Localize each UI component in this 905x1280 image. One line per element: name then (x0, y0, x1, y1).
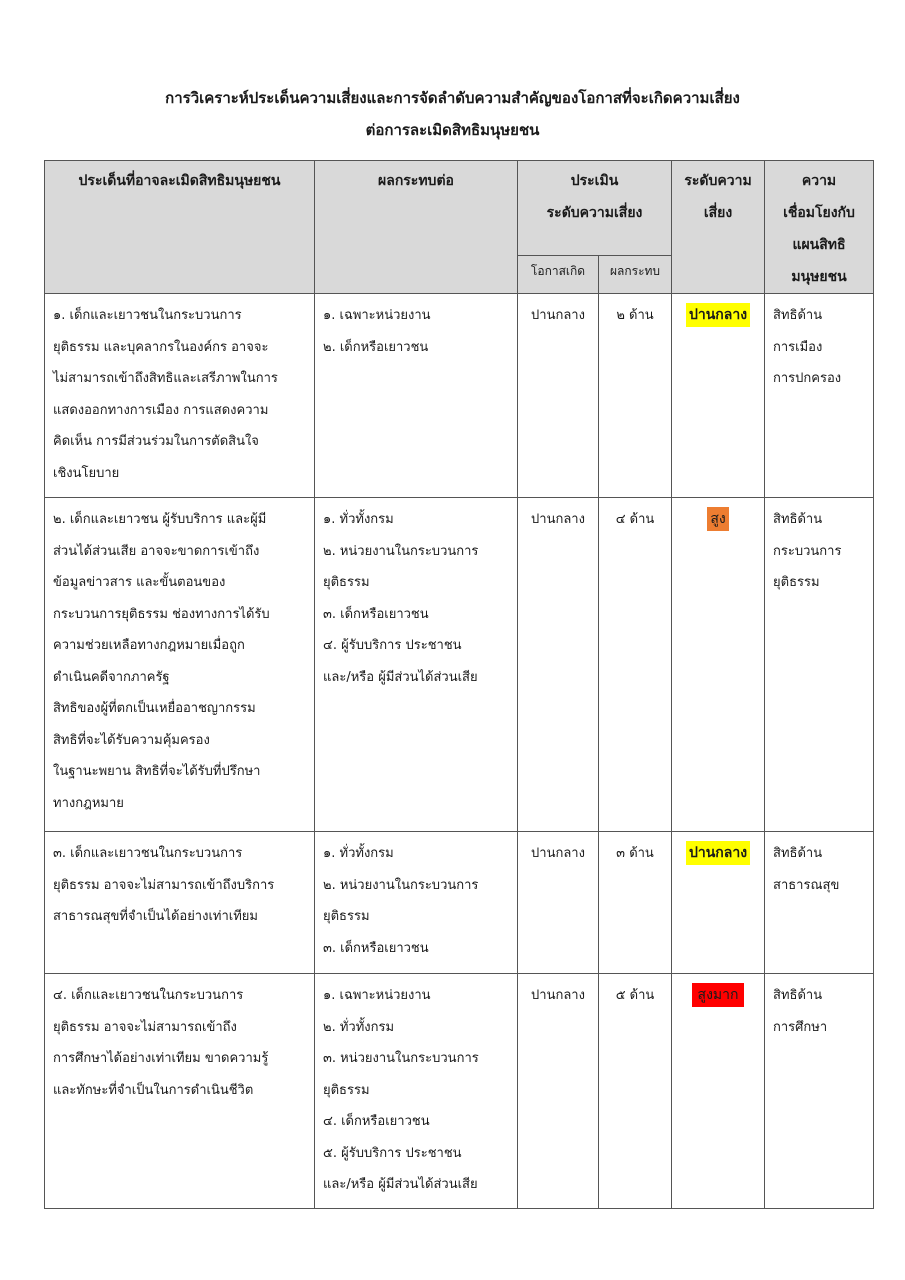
risk-level-badge: ปานกลาง (686, 303, 750, 327)
document-title-line2: ต่อการละเมิดสิทธิมนุษยชน (365, 121, 540, 139)
header-impact: ผลกระทบต่อ (315, 161, 518, 294)
table-row (45, 832, 874, 974)
effect-cell: ๔ ด้าน (599, 498, 672, 832)
impact-cell: ๑. เฉพาะหน่วยงาน ๒. ทั่วทั้งกรม ๓. หน่วยงานในกระบวนการ ยุติธรรม ๔. เด็กหรือเยาวชน ๕. ผู้รับบริการ ประชาชน และ/หรือ ผู้มีส่วนได้ส่วนเสีย (315, 974, 518, 1209)
likelihood-cell: ปานกลาง (518, 294, 599, 498)
header-link: ความ เชื่อมโยงกับ แผนสิทธิ มนุษยชน (765, 161, 874, 294)
issue-cell: ๑. เด็กและเยาวชนในกระบวนการ ยุติธรรม และบุคลากรในองค์กร อาจจะ ไม่สามารถเข้าถึงสิทธิและเสรีภาพในการ แสดงออกทางการเมือง การแสดงความ คิดเห็น การมีส่วนร่วมในการตัดสินใจ เชิงนโยบาย (45, 294, 315, 498)
risk-analysis-table (44, 160, 874, 1209)
likelihood-cell: ปานกลาง (518, 498, 599, 832)
level-cell (672, 294, 765, 498)
issue-cell: ๓. เด็กและเยาวชนในกระบวนการ ยุติธรรม อาจจะไม่สามารถเข้าถึงบริการ สาธารณสุขที่จำเป็นได้อย่างเท่าเทียม (45, 832, 315, 974)
impact-cell: ๑. ทั่วทั้งกรม ๒. หน่วยงานในกระบวนการ ยุติธรรม ๓. เด็กหรือเยาวชน (315, 832, 518, 974)
link-cell: สิทธิด้าน การศึกษา (765, 974, 874, 1209)
likelihood-cell: ปานกลาง (518, 974, 599, 1209)
likelihood-cell: ปานกลาง (518, 832, 599, 974)
risk-level-badge: สูง (707, 507, 728, 531)
link-cell: สิทธิด้าน การเมือง การปกครอง (765, 294, 874, 498)
level-cell (672, 498, 765, 832)
issue-cell: ๒. เด็กและเยาวชน ผู้รับบริการ และผู้มี ส่วนได้ส่วนเสีย อาจจะขาดการเข้าถึง ข้อมูลข่าวสาร และขั้นตอนของ กระบวนการยุติธรรม ช่องทางการได้รับ ความช่วยเหลือทางกฎหมายเมื่อถูก ดำเนินคดีจากภาครัฐ สิทธิของผู้ที่ตกเป็นเหยื่ออาชญากรรม สิทธิที่จะได้รับความคุ้มครอง ในฐานะพยาน สิทธิที่จะได้รับที่ปรึกษา ทางกฎหมาย (45, 498, 315, 832)
document-title-line1: การวิเคราะห์ประเด็นความเสี่ยงและการจัดลำดับความสำคัญของโอกาสที่จะเกิดความเสี่ยง (165, 89, 740, 107)
impact-cell: ๑. ทั่วทั้งกรม ๒. หน่วยงานในกระบวนการ ยุติธรรม ๓. เด็กหรือเยาวชน ๔. ผู้รับบริการ ประชาชน และ/หรือ ผู้มีส่วนได้ส่วนเสีย (315, 498, 518, 832)
table-row (45, 974, 874, 1209)
effect-cell: ๕ ด้าน (599, 974, 672, 1209)
risk-level-badge: ปานกลาง (686, 841, 750, 865)
link-cell: สิทธิด้าน กระบวนการ ยุติธรรม (765, 498, 874, 832)
header-issue: ประเด็นที่อาจละเมิดสิทธิมนุษยชน (45, 161, 315, 294)
header-assess: ประเมิน ระดับความเสี่ยง (518, 161, 672, 256)
header-effect: ผลกระทบ (599, 255, 672, 293)
link-cell: สิทธิด้าน สาธารณสุข (765, 832, 874, 974)
effect-cell: ๒ ด้าน (599, 294, 672, 498)
header-level: ระดับความ เสี่ยง (672, 161, 765, 294)
issue-cell: ๔. เด็กและเยาวชนในกระบวนการ ยุติธรรม อาจจะไม่สามารถเข้าถึง การศึกษาได้อย่างเท่าเทียม ขาดความรู้ และทักษะที่จำเป็นในการดำเนินชีวิต (45, 974, 315, 1209)
risk-level-badge: สูงมาก (692, 983, 745, 1007)
level-cell (672, 974, 765, 1209)
header-likelihood: โอกาสเกิด (518, 255, 599, 293)
level-cell (672, 832, 765, 974)
effect-cell: ๓ ด้าน (599, 832, 672, 974)
impact-cell: ๑. เฉพาะหน่วยงาน ๒. เด็กหรือเยาวชน (315, 294, 518, 498)
table-row (45, 294, 874, 498)
table-row (45, 498, 874, 832)
